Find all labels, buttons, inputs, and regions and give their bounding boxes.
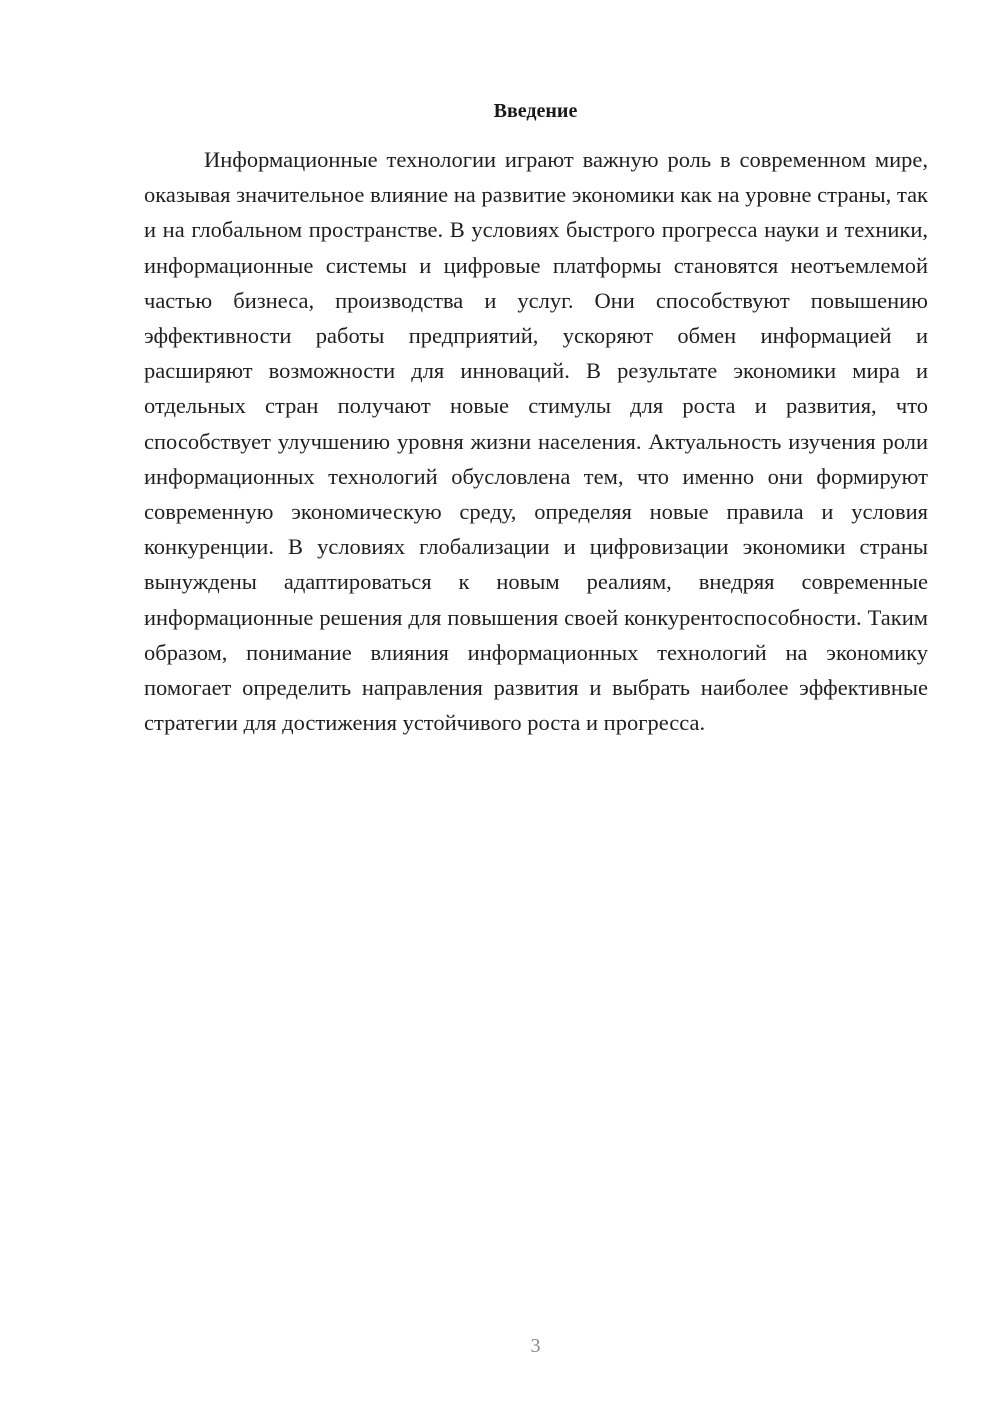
section-heading: Введение xyxy=(493,100,578,122)
page-number: 3 xyxy=(530,1335,541,1357)
body-paragraph: Информационные технологии играют важную роль в современном мире, оказывая значительное влияние на развитие экономики как на уровне страны, так и на глобальном пространстве. В условиях быстрого прогресса науки и техники, информационные системы и цифровые платформы становятся неотъемлемой частью бизнеса, производства и услуг. Они способствуют повышению эффективности работы предприятий, ускоряют обмен информацией и расширяют возможности для инноваций. В результате экономики мира и отдельных стран получают новые стимулы для роста и развития, что способствует улучшению уровня жизни населения. Актуальность изучения роли информационных технологий обусловлена тем, что именно они формируют современную экономическую среду, определяя новые правила и условия конкуренции. В условиях глобализации и цифровизации экономики страны вынуждены адаптироваться к новым реалиям, внедряя современные информационные решения для повышения своей конкурентоспособности. Таким образом, понимание влияния информационных технологий на экономику помогает определить направления развития и выбрать наиболее эффективные стратегии для достижения устойчивого роста и прогресса. xyxy=(144,147,928,736)
